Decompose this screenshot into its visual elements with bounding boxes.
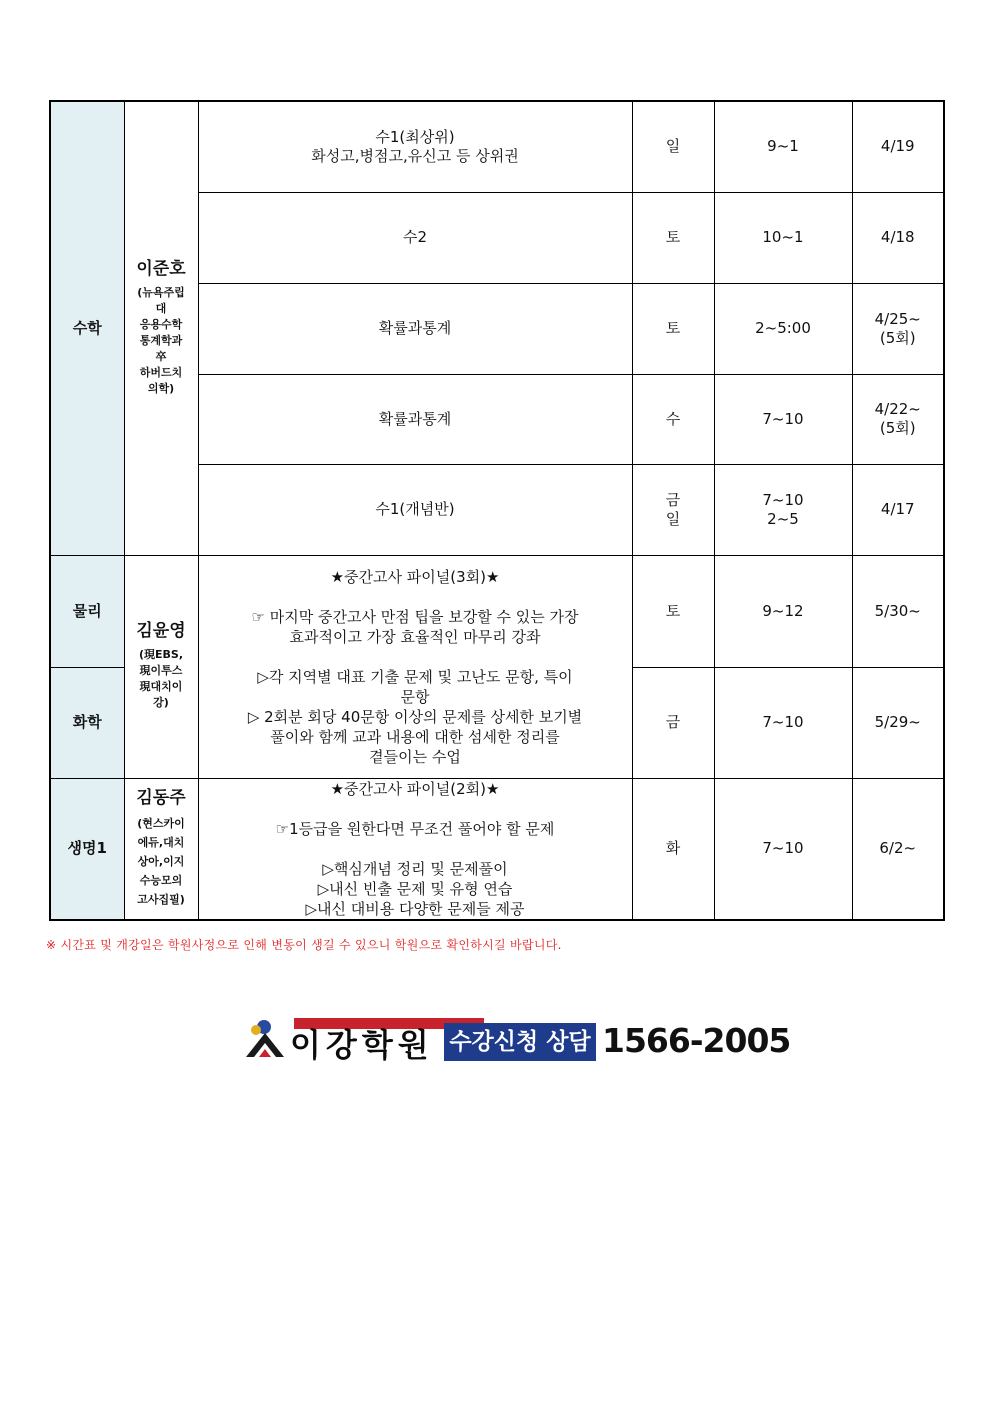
text-line: 에듀,대치 xyxy=(137,835,185,849)
text-line: 토 xyxy=(665,228,681,246)
teacher-math xyxy=(124,101,198,555)
footer-logo-banner xyxy=(242,1015,791,1065)
text-line: ▷핵심개념 정리 및 문제풀이 xyxy=(322,859,508,878)
subject-physics: 물리 xyxy=(50,555,124,667)
text-line: 卒 xyxy=(155,349,167,363)
text-line: 4/22~ xyxy=(874,400,921,418)
text-line: 풀이와 함께 교과 내용에 대한 섬세한 정리를 xyxy=(270,727,560,746)
text-line: (5회) xyxy=(879,328,916,347)
teacher-name: 김동주 xyxy=(136,787,186,808)
text-line: 10~1 xyxy=(762,228,804,246)
text-line xyxy=(203,799,628,819)
teacher-bio xyxy=(124,778,198,920)
text-line: 7~10 xyxy=(762,490,804,509)
text-line: 의학) xyxy=(147,381,175,395)
text-line: 문항 xyxy=(400,687,430,706)
course-cell xyxy=(198,101,632,192)
course-cell xyxy=(198,555,632,778)
schedule-table xyxy=(49,100,945,921)
start-cell xyxy=(852,374,944,464)
text-line: 수능모의 xyxy=(139,873,183,887)
day-cell xyxy=(632,283,714,374)
time-cell xyxy=(714,192,852,283)
time-cell xyxy=(714,283,852,374)
text-line: 수1(최상위) xyxy=(375,127,455,146)
start-cell xyxy=(852,101,944,192)
text-line: ▷내신 빈출 문제 및 유형 연습 xyxy=(317,879,513,898)
text-line: 고사집필) xyxy=(137,892,185,906)
text-line: 통계학과 xyxy=(139,333,183,347)
text-line: 4/19 xyxy=(880,137,915,156)
day-cell xyxy=(632,101,714,192)
text-line: (現EBS, xyxy=(138,648,184,661)
text-line: 2~5:00 xyxy=(755,319,811,337)
text-line: 확률과통계 xyxy=(378,319,452,337)
phone-number: 1566-2005 xyxy=(602,1021,791,1060)
teacher-desc xyxy=(129,814,194,909)
text-line: 화성고,병점고,유신고 등 상위권 xyxy=(311,146,519,165)
text-line: 상아,이지 xyxy=(137,854,185,868)
teacher-physchem xyxy=(124,555,198,778)
text-line: 대 xyxy=(155,301,167,315)
text-line: ▷각 지역별 대표 기출 문제 및 고난도 문항, 특이 xyxy=(257,667,573,686)
day-cell xyxy=(632,464,714,555)
teacher-name: 이준호 xyxy=(136,258,186,279)
text-line: 강) xyxy=(153,696,169,709)
time-cell: 7~10 xyxy=(714,667,852,778)
text-line: ★중간고사 파이널(3회)★ xyxy=(330,567,500,586)
start-cell xyxy=(852,283,944,374)
text-line xyxy=(203,839,628,859)
text-line: 토 xyxy=(665,319,681,337)
start-cell xyxy=(852,464,944,555)
day-cell: 화 xyxy=(632,778,714,920)
time-cell: 7~10 xyxy=(714,778,852,920)
time-cell: 9~12 xyxy=(714,555,852,667)
teacher-name: 김윤영 xyxy=(136,621,186,641)
time-cell xyxy=(714,464,852,555)
start-cell: 6/2~ xyxy=(852,778,944,920)
subject-biology: 생명1 xyxy=(50,778,124,920)
course-cell xyxy=(198,778,632,920)
course-cell xyxy=(198,283,632,374)
text-line: 일 xyxy=(665,137,681,156)
subject-chemistry: 화학 xyxy=(50,667,124,778)
text-line: 수1(개념반) xyxy=(375,500,455,518)
enroll-badge: 수강신청 상담 xyxy=(444,1023,596,1061)
text-line: 現대치이 xyxy=(139,680,183,693)
text-line: ☞ 마지막 중간고사 만점 팁을 보강할 수 있는 가장 xyxy=(251,607,579,626)
text-line: 하버드치 xyxy=(139,365,183,379)
start-cell: 5/29~ xyxy=(852,667,944,778)
text-line: 7~10 xyxy=(762,409,804,428)
teacher-desc xyxy=(129,647,194,711)
day-cell: 금 xyxy=(632,667,714,778)
teacher-desc xyxy=(129,285,194,397)
logo-name: 이강학원 xyxy=(290,1026,434,1064)
text-line: 금 xyxy=(665,490,681,509)
academy-logo-icon xyxy=(242,1017,288,1063)
text-line: 효과적이고 가장 효율적인 마무리 강좌 xyxy=(289,627,541,646)
time-cell xyxy=(714,374,852,464)
time-cell xyxy=(714,101,852,192)
course-cell xyxy=(198,464,632,555)
text-line: 일 xyxy=(665,509,681,528)
text-line: 확률과통계 xyxy=(378,409,452,428)
day-cell xyxy=(632,374,714,464)
text-line xyxy=(203,587,628,607)
text-line: ☞1등급을 원한다면 무조건 풀어야 할 문제 xyxy=(275,819,555,838)
text-line: 4/17 xyxy=(880,500,915,518)
start-cell: 5/30~ xyxy=(852,555,944,667)
text-line: 9~1 xyxy=(767,137,799,156)
course-cell xyxy=(198,192,632,283)
text-line: 4/18 xyxy=(880,228,915,246)
day-cell xyxy=(632,192,714,283)
text-line: (뉴욕주립 xyxy=(137,285,185,299)
text-line: 4/25~ xyxy=(874,309,921,328)
course-cell xyxy=(198,374,632,464)
text-line xyxy=(203,647,628,667)
text-line: 現이투스 xyxy=(139,664,183,677)
text-line: ▷내신 대비용 다양한 문제들 제공 xyxy=(305,899,525,918)
text-line: 곁들이는 수업 xyxy=(369,747,461,766)
subject-math: 수학 xyxy=(50,101,124,555)
text-line: 수2 xyxy=(402,228,428,246)
text-line: (5회) xyxy=(879,419,916,437)
text-line: 응용수학 xyxy=(139,317,183,331)
text-line: (현스카이 xyxy=(137,816,185,830)
start-cell xyxy=(852,192,944,283)
text-line: ★중간고사 파이널(2회)★ xyxy=(330,779,500,798)
schedule-notice: ※ 시간표 및 개강일은 학원사정으로 인해 변동이 생길 수 있으니 학원으로 확인하시길 바랍니다. xyxy=(46,938,562,952)
day-cell: 토 xyxy=(632,555,714,667)
text-line: 수 xyxy=(665,409,681,428)
text-line: 2~5 xyxy=(767,509,799,528)
text-line: ▷ 2회분 회당 40문항 이상의 문제를 상세한 보기별 xyxy=(247,707,583,726)
